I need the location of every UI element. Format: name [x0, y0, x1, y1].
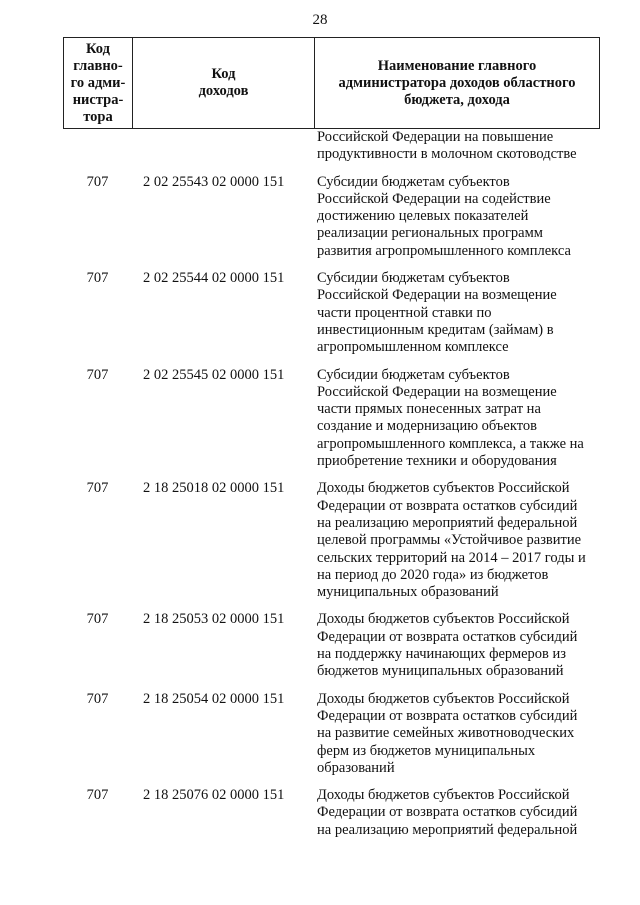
table-row [63, 170, 600, 260]
admin-code-cell: 707 [86, 690, 109, 707]
table-body [63, 129, 600, 839]
name-cell: Субсидии бюджетам субъектов Российской Федерации на возмещение части прямых понесенных затрат на создание и модернизацию объектов агропромышленного комплекса, а также на приобретение техники и оборудования [317, 366, 584, 470]
header-name: Наименование главного администратора доходов областного бюджета, дохода [338, 57, 576, 108]
header-income-code: Код доходов [133, 38, 315, 128]
name-cell: Доходы бюджетов субъектов Российской Федерации от возврата остатков субсидий на развитие семейных животноводческих ферм из бюджетов муниципальных образований [317, 690, 578, 776]
name-cell: Доходы бюджетов субъектов Российской Федерации от возврата остатков субсидий на поддержку начинающих фермеров из бюджетов муниципальных образований [317, 611, 578, 680]
income-code-cell [132, 129, 314, 164]
admin-code-cell [63, 129, 132, 164]
table-row [63, 607, 600, 680]
table-row [63, 363, 600, 471]
table-row [63, 129, 600, 164]
income-code-cell: 2 18 25076 02 0000 151 [143, 787, 285, 804]
admin-code-cell: 707 [86, 787, 109, 804]
income-code-cell: 2 18 25018 02 0000 151 [143, 480, 285, 497]
admin-code-cell: 707 [86, 480, 109, 497]
admin-code-cell: 707 [86, 611, 109, 628]
name-cell: Субсидии бюджетам субъектов Российской Федерации на содействие достижению целевых показателей реализации региональных программ развития агропромышленного комплекса [317, 173, 571, 259]
table-header [63, 37, 600, 129]
name-cell: Доходы бюджетов субъектов Российской Федерации от возврата остатков субсидий на реализацию мероприятий федеральной целевой программы «Устойчивое развитие сельских территорий на 2014 – 2017 годы и на период до 2020 года» из бюджетов муниципальных образований [317, 480, 586, 601]
name-cell: Субсидии бюджетам субъектов Российской Федерации на возмещение части процентной ставки по инвестиционным кредитам (займам) в агропромышленном комплексе [317, 270, 557, 356]
name-cell: Российской Федерации на повышение продуктивности в молочном скотоводстве [317, 129, 577, 163]
table-row [63, 476, 600, 601]
table-row [63, 687, 600, 777]
income-code-cell: 2 18 25054 02 0000 151 [143, 690, 285, 707]
admin-code-cell: 707 [86, 173, 109, 190]
income-code-cell: 2 02 25545 02 0000 151 [143, 366, 285, 383]
table-row [63, 783, 600, 839]
admin-code-cell: 707 [86, 366, 109, 383]
name-cell: Доходы бюджетов субъектов Российской Федерации от возврата остатков субсидий на реализацию мероприятий федеральной [317, 787, 578, 838]
income-code-cell: 2 02 25543 02 0000 151 [143, 173, 285, 190]
header-admin-code: Код главно- го адми- нистра- тора [64, 38, 133, 128]
admin-code-cell: 707 [86, 270, 109, 287]
income-code-cell: 2 02 25544 02 0000 151 [143, 270, 285, 287]
table-row [63, 266, 600, 356]
income-code-cell: 2 18 25053 02 0000 151 [143, 611, 285, 628]
page-number: 28 [312, 12, 328, 28]
